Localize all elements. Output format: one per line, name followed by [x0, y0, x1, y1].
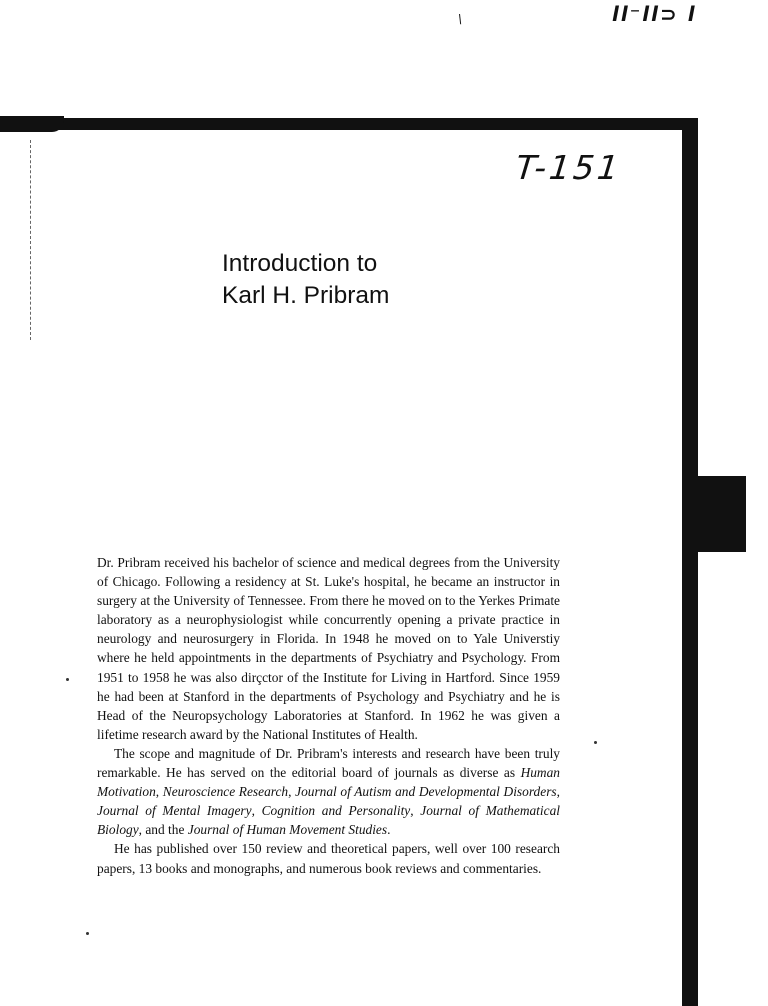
page-edge-top-cap	[0, 116, 64, 132]
paragraph-line: the Institute for Living in Hartford. Since 1959 he had been at	[97, 669, 560, 704]
page-edge-right	[682, 118, 698, 1006]
title-line-1: Introduction to	[222, 250, 378, 277]
paragraph-line: Yale Universtiy where he held appointments in the departments of	[97, 631, 560, 666]
paragraph-line: Stanford in the departments of Psychology and Psychiatry and he is	[183, 688, 560, 704]
journal-title: Journal of Human Movement Studies	[187, 822, 388, 838]
page-edge-tab	[698, 476, 746, 552]
paragraph-line: Psychiatry and Psychology. From 1951 to 1958 he was also dirçctor of	[97, 650, 560, 685]
scan-margin-line	[30, 140, 32, 340]
paragraph-line: Head of the Neuropsychology Laboratories at Stanford. In 1962 he	[97, 707, 491, 723]
paragraph-line: in neurology and neurosurgery in Florida. In 1948 he moved on to	[97, 612, 560, 647]
scan-speck	[86, 932, 89, 935]
separator: ,	[251, 803, 262, 819]
journal-title: Journal of Mathematical Biology	[97, 803, 560, 838]
separator: .	[387, 822, 391, 838]
journal-title: Journal of Autism and Developmental Disorders	[295, 784, 557, 800]
paragraph-line: was given a lifetime research award by the National Institutes of	[97, 707, 560, 742]
handwritten-document-number: T-151	[513, 148, 624, 187]
scan-speck	[66, 678, 69, 681]
paragraph-publications: He has published over 150 review and theoretical papers, well over 100 research papers, 13 books and monographs, and numerous book reviews and commentaries.	[97, 841, 560, 876]
paragraph-line: Tennessee. From there he moved on to the Yerkes Primate laboratory	[97, 593, 560, 628]
title-line-2: Karl H. Pribram	[222, 282, 390, 309]
journal-title: Human Motivation	[97, 765, 560, 800]
paragraph-interests	[97, 744, 560, 839]
paragraph-line: hospital, he became an instructor in surgery at the University of	[97, 574, 560, 609]
interests-lead: The scope and magnitude of Dr. Pribram's interests and research have been truly remarkable. He has served on the editorial board of journals as diverse as	[97, 745, 560, 781]
paragraph-career	[97, 553, 560, 744]
separator: ,	[288, 784, 296, 800]
paragraph-line: Dr. Pribram received his bachelor of science and medical degrees	[97, 555, 454, 570]
pen-tick-mark: \	[458, 12, 465, 26]
separator: ,	[155, 784, 163, 800]
page-edge-top	[0, 118, 698, 130]
body-text	[97, 553, 560, 878]
separator: , and the	[138, 822, 188, 838]
paragraph-line: from the University of Chicago. Following a residency at St. Luke's	[97, 555, 560, 590]
page-title	[222, 248, 389, 312]
scan-speck	[594, 741, 597, 744]
top-right-mark: ll⁻ll⊃ l	[612, 2, 697, 26]
paragraph-line: Health.	[378, 726, 418, 742]
separator: ,	[556, 784, 560, 800]
separator: ,	[410, 803, 421, 819]
journal-title: Neuroscience Research	[162, 784, 289, 800]
paragraph-line: as a neurophysiologist while concurrently opening a private practice	[157, 612, 550, 628]
journal-title: Cognition and Personality	[261, 803, 411, 819]
journal-title: Journal of Mental Imagery	[97, 803, 252, 819]
